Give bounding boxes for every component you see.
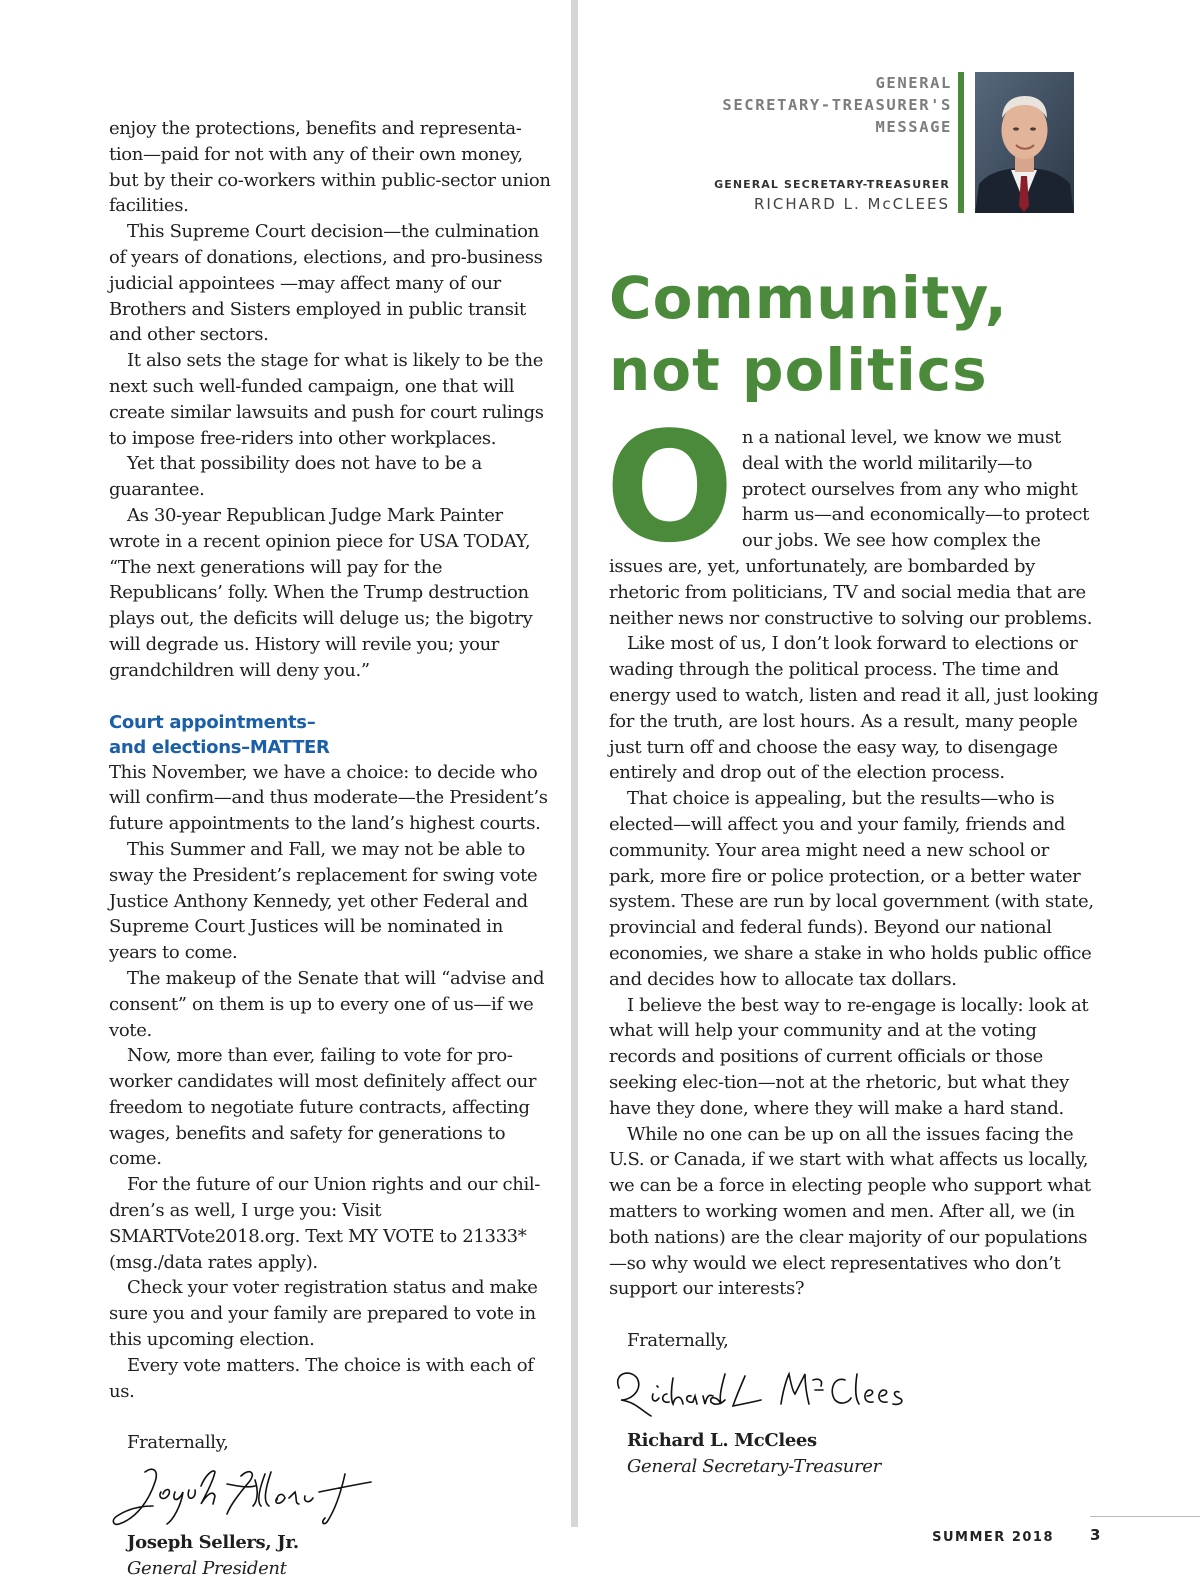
closing: Fraternally,	[127, 1432, 229, 1454]
body-paragraph: Check your voter registration status and make sure you and your family are prepared to vote in this upcoming election.	[109, 1277, 538, 1351]
body-paragraph: This Supreme Court decision—the culmination of years of donations, elections, and pro-business judicial appointees —may affect many of our Brothers and Sisters employed in public transit and other sectors.	[109, 221, 543, 346]
subhead-line: and elections–MATTER	[109, 736, 330, 758]
body-paragraph: As 30-year Republican Judge Mark Painter wrote in a recent opinion piece for USA TODAY, “The next generations will pay for the Republicans’ folly. When the Trump destruction plays out, the deficits will deluge us; the bigotry will degrade us. History will revile you; your grandchildren will deny you.”	[109, 504, 533, 681]
department-line: SECRETARY-TREASURER'S	[722, 96, 952, 114]
headline-line: not politics	[609, 336, 988, 404]
body-paragraph: That choice is appealing, but the results—who is elected—will affect you and your family, friends and community. Your area might need a new school or park, more fire or police protection, or a better water system. These are run by local government (with state, provincial and federal funds). Beyond our national economies, we share a stake in who holds public office and decides how to allocate tax dollars.	[609, 788, 1094, 990]
lead-paragraph-text: n a national level, we know we must deal with the world militarily—to protect ourselves from any who might harm us—and economically—to protect our jobs. We see how complex the issues are, yet, unfortunately, are bombarded by rhetoric from politicians, TV and social media that are neither news nor constructive to solving our problems.	[609, 427, 1093, 629]
signer-title: General Secretary-Treasurer	[627, 1455, 881, 1477]
byline-label: GENERAL SECRETARY-TREASURER	[714, 178, 950, 191]
page-number: 3	[1090, 1526, 1101, 1544]
subhead-line: Court appointments–	[109, 711, 316, 733]
author-portrait	[975, 72, 1074, 213]
body-paragraph: It also sets the stage for what is likely to be the next such well-funded campaign, one that will create similar lawsuits and push for court rulings to impose free-riders into other workplaces.	[109, 350, 544, 449]
body-paragraph: This Summer and Fall, we may not be able to sway the President’s replacement for swing vote Justice Anthony Kennedy, yet other Federal and Supreme Court Justices will be nominated in years to come.	[109, 838, 538, 964]
signer-name: Joseph Sellers, Jr.	[127, 1532, 299, 1554]
headline	[609, 262, 1169, 406]
headline-line: Community,	[609, 264, 1008, 332]
closing: Fraternally,	[627, 1330, 729, 1352]
signature-joseph-sellers	[109, 1462, 554, 1530]
left-column	[109, 116, 554, 1582]
footer-issue: SUMMER 2018	[932, 1530, 1054, 1545]
column-divider	[571, 0, 578, 1527]
body-paragraph: Now, more than ever, failing to vote for pro-worker candidates will most definitely affect our freedom to negotiate future contracts, affecting wages, benefits and safety for generations to come.	[109, 1045, 537, 1170]
right-column	[605, 399, 1099, 1479]
body-paragraph: This November, we have a choice: to decide who will confirm—and thus moderate—the President’s future appointments to the land’s highest courts.	[109, 761, 548, 835]
signature-richard-mcclees	[609, 1360, 1099, 1428]
footer-rule	[1090, 1516, 1200, 1517]
department-label	[722, 72, 952, 138]
body-paragraph: Every vote matters. The choice is with each of us.	[109, 1354, 534, 1402]
accent-bar	[958, 72, 964, 213]
section-subhead	[109, 710, 554, 760]
body-paragraph: Like most of us, I don’t look forward to elections or wading through the political process. The time and energy used to watch, listen and read it all, just looking for the truth, are lost hours. As a result, many people just turn off and choose the easy way, to disengage entirely and drop out of the election process.	[609, 633, 1099, 784]
body-paragraph: Yet that possibility does not have to be a guarantee.	[109, 453, 482, 501]
signer-title: General President	[127, 1558, 287, 1580]
department-line: MESSAGE	[875, 118, 952, 136]
body-paragraph: While no one can be up on all the issues facing the U.S. or Canada, if we start with what affects us locally, we can be a force in electing people who support what matters to working women and men. After all, we (in both nations) are the clear majority of our populations—so why would we elect representatives who don’t support our interests?	[609, 1123, 1091, 1300]
body-paragraph: enjoy the protections, benefits and representa-tion—paid for not with any of their own money, but by their co-workers within public-sector union facilities.	[109, 118, 551, 217]
signer-name: Richard L. McClees	[627, 1429, 817, 1451]
body-paragraph: For the future of our Union rights and our chil-dren’s as well, I urge you: Visit SMARTVote2018.org. Text MY VOTE to 21333* (msg./data rates apply).	[109, 1174, 541, 1273]
body-paragraph: I believe the best way to re-engage is locally: look at what will help your community and at the voting records and positions of current officials or those seeking elec-tion—not at the rhetoric, but what they have they done, where they will make a hard stand.	[609, 994, 1089, 1119]
body-paragraph: The makeup of the Senate that will “advise and consent” on them is up to every one of us—if we vote.	[109, 967, 545, 1041]
byline-name: RICHARD L. McCLEES	[754, 195, 950, 213]
department-line: GENERAL	[875, 74, 952, 92]
lead-paragraph	[605, 399, 1099, 631]
drop-cap: O	[605, 399, 734, 576]
